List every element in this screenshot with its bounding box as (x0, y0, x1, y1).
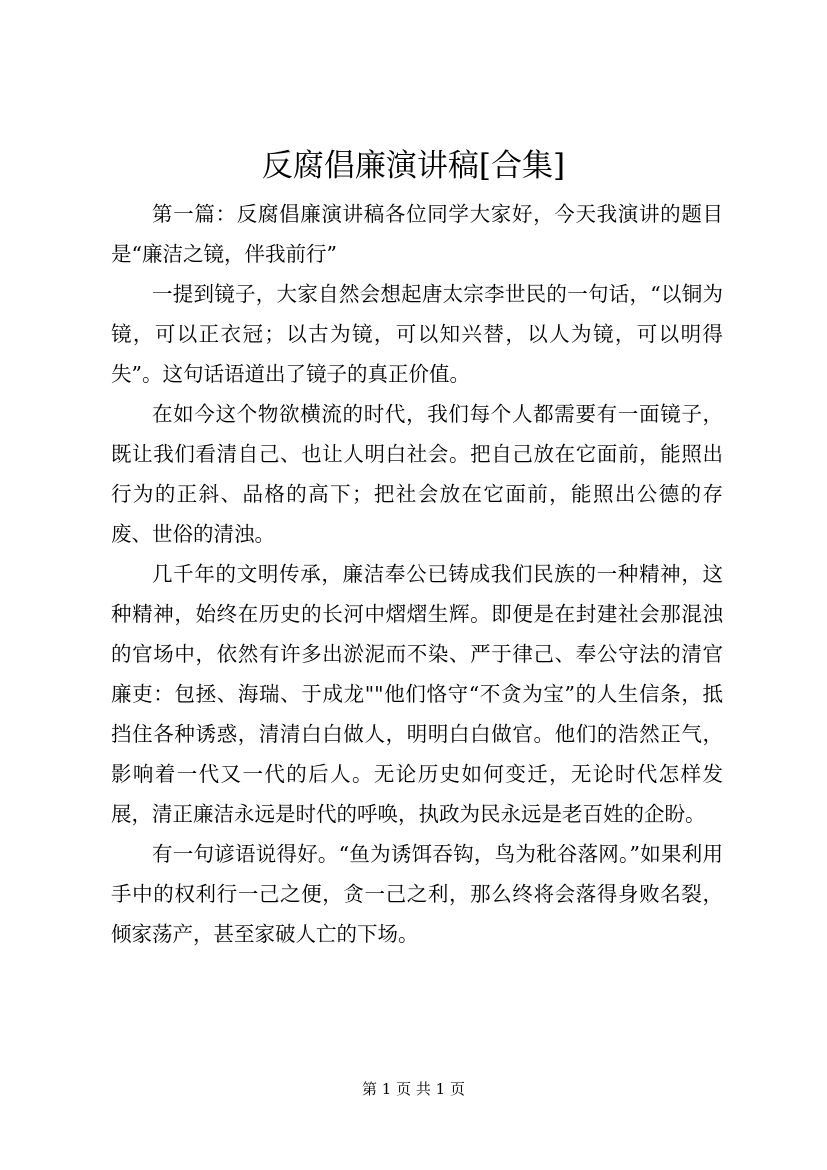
document-title: 反腐倡廉演讲稿[合集] (261, 148, 566, 184)
page-footer: 第 1 页 共 1 页 (362, 1080, 465, 1098)
paragraph: 在如今这个物欲横流的时代，我们每个人都需要有一面镜子，既让我们看清自己、也让人明白社会。把自己放在它面前，能照出行为的正斜、品格的高下；把社会放在它面前，能照出公德的存废、世俗的清浊。 (111, 402, 723, 546)
paragraph: 几千年的文明传承，廉洁奉公已铸成我们民族的一种精神，这种精神，始终在历史的长河中熠熠生辉。即便是在封建社会那混浊的官场中，依然有许多出淤泥而不染、严于律己、奉公守法的清官廉吏：包拯、海瑞、于成龙""他们恪守“不贪为宝”的人生信条，抵挡住各种诱惑，清清白白做人，明明白白做官。他们的浩然正气，影响着一代又一代的后人。无论历史如何变迁，无论时代怎样发展，清正廉洁永远是时代的呼唤，执政为民永远是老百姓的企盼。 (111, 562, 723, 826)
paragraph: 一提到镜子，大家自然会想起唐太宗李世民的一句话，“以铜为镜，可以正衣冠；以古为镜，可以知兴替，以人为镜，可以明得失”。这句话语道出了镜子的真正价值。 (111, 282, 723, 386)
paragraph: 有一句谚语说得好。“鱼为诱饵吞钩，鸟为秕谷落网。”如果利用手中的权利行一己之便，贪一己之利，那么终将会落得身败名裂，倾家荡产，甚至家破人亡的下场。 (111, 842, 723, 946)
paragraph: 第一篇：反腐倡廉演讲稿各位同学大家好，今天我演讲的题目是“廉洁之镜，伴我前行” (111, 202, 723, 266)
document-body (111, 194, 723, 954)
